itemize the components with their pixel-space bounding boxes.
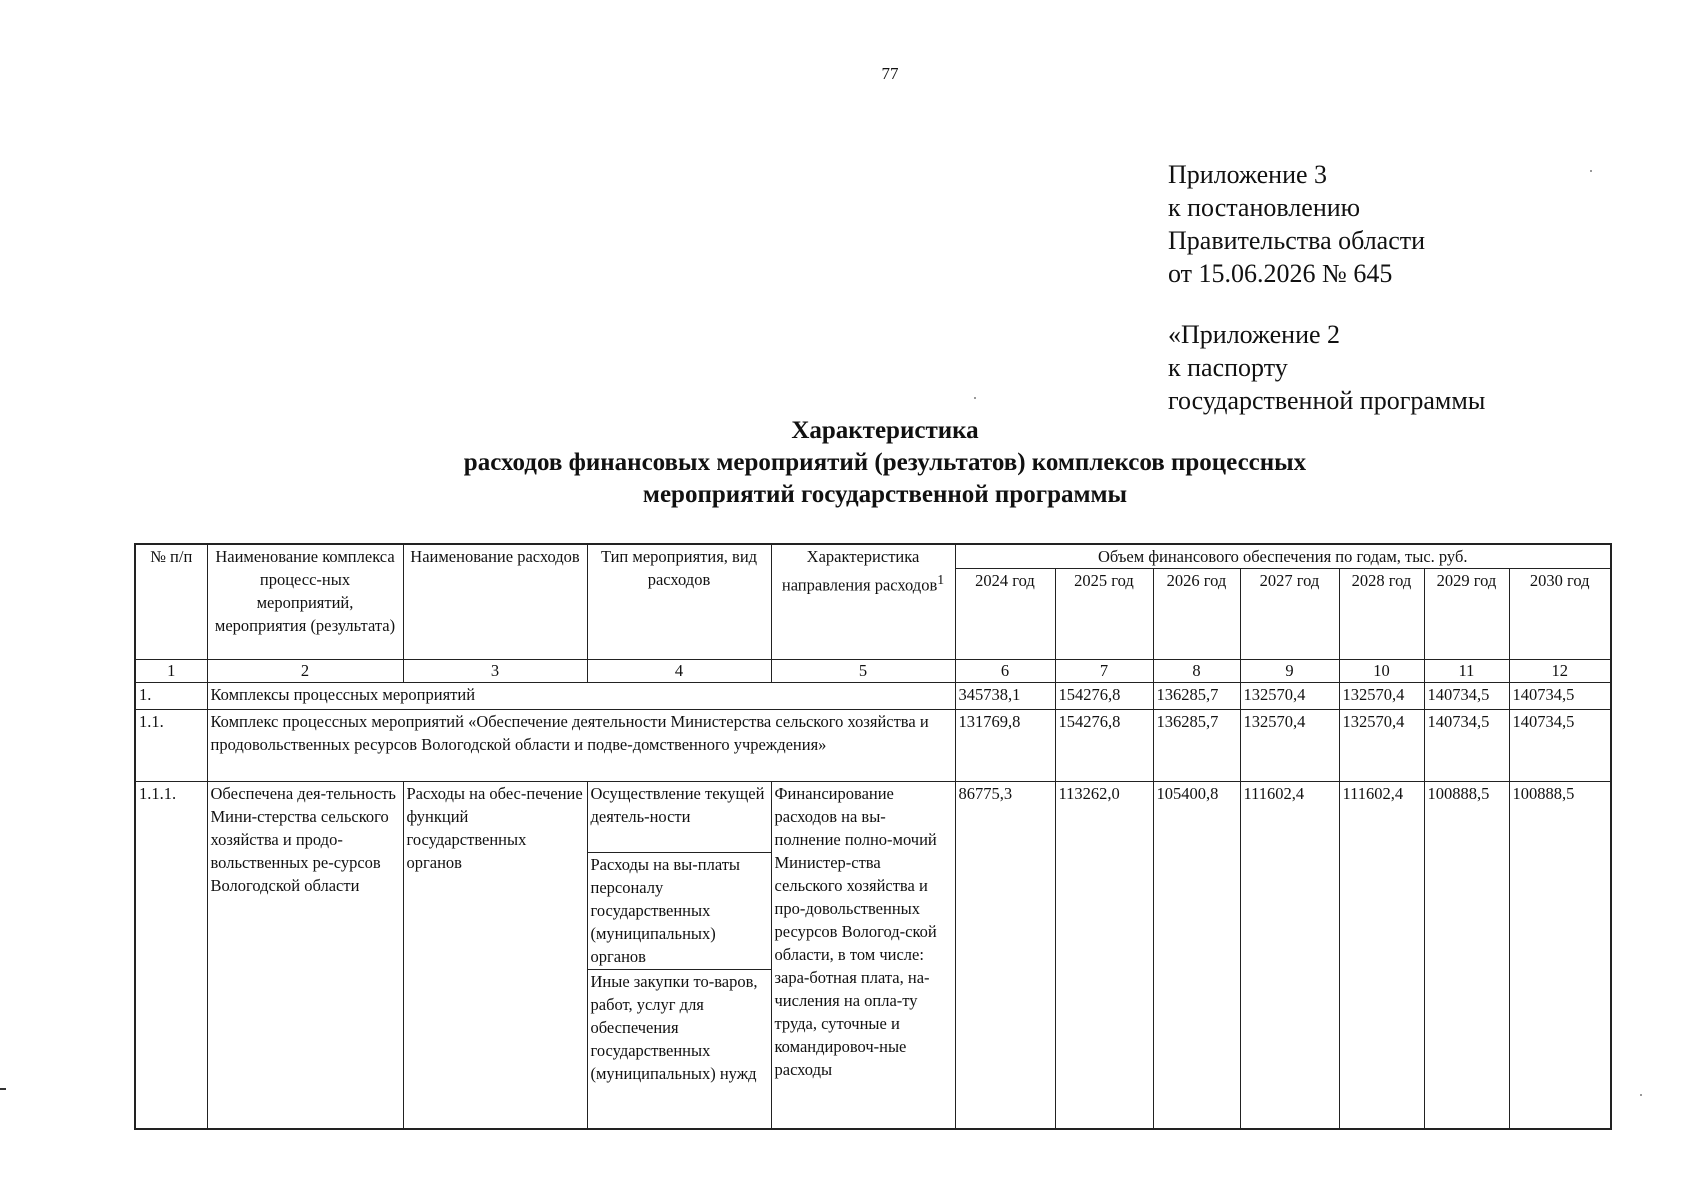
column-number: 6 xyxy=(955,660,1055,683)
row-value: 113262,0 xyxy=(1055,782,1153,1129)
row-value: 140734,5 xyxy=(1424,710,1509,782)
row-value: 131769,8 xyxy=(955,710,1055,782)
scan-speck xyxy=(1590,170,1592,172)
header-direction-text: Характеристика направления расходов xyxy=(781,547,938,595)
table-row xyxy=(135,683,1611,710)
row-value: 140734,5 xyxy=(1509,710,1611,782)
title-line: мероприятий государственной программы xyxy=(642,481,1128,508)
appendix-main-line: к постановлению xyxy=(1168,193,1361,222)
header-direction-footnote: 1 xyxy=(937,572,945,587)
column-number: 5 xyxy=(771,660,955,683)
column-number: 7 xyxy=(1055,660,1153,683)
appendix-main-line: от 15.06.2026 № 645 xyxy=(1168,259,1393,288)
appendix-ref-line: государственной программы xyxy=(1168,386,1486,415)
header-year: 2026 год xyxy=(1153,569,1240,660)
row-value: 132570,4 xyxy=(1339,710,1424,782)
document-title xyxy=(0,415,1697,511)
column-number: 9 xyxy=(1240,660,1339,683)
header-complex-name: Наименование комплекса процесс-ных мероприятий, мероприятия (результата) xyxy=(207,544,403,660)
scan-speck xyxy=(974,397,976,399)
title-line: расходов финансовых мероприятий (результатов) комплексов процессных xyxy=(463,449,1307,476)
header-year: 2030 год xyxy=(1509,569,1611,660)
title-line: Характеристика xyxy=(791,417,979,444)
row-value: 100888,5 xyxy=(1509,782,1611,1129)
header-year: 2029 год xyxy=(1424,569,1509,660)
row-num: 1. xyxy=(135,683,207,710)
appendix-main-line: Правительства области xyxy=(1168,226,1426,255)
expenses-table xyxy=(134,543,1612,1130)
row-value: 86775,3 xyxy=(955,782,1055,1129)
appendix-main-line: Приложение 3 xyxy=(1168,160,1328,189)
column-number: 2 xyxy=(207,660,403,683)
header-funding-group: Объем финансового обеспечения по годам, тыс. руб. xyxy=(955,544,1611,569)
activity-type-item: Осуществление текущей деятель-ности xyxy=(590,784,765,826)
row-num: 1.1.1. xyxy=(135,782,207,1129)
header-year: 2028 год xyxy=(1339,569,1424,660)
header-year: 2025 год xyxy=(1055,569,1153,660)
table-row xyxy=(135,710,1611,782)
row-direction: Финансирование расходов на вы-полнение полно-мочий Министер-ства сельского хозяйства и про-довольственных ресурсов Вологод-ской области, в том числе: зара-ботная плата, на-числения на опла-ту труда, суточные и командировоч-ные расходы xyxy=(771,782,955,1129)
header-year: 2024 год xyxy=(955,569,1055,660)
row-value: 105400,8 xyxy=(1153,782,1240,1129)
page-number: 77 xyxy=(881,64,899,83)
row-expense: Расходы на обес-печение функций государственных органов xyxy=(403,782,587,1129)
column-number: 11 xyxy=(1424,660,1509,683)
row-value: 111602,4 xyxy=(1240,782,1339,1129)
header-expense-name: Наименование расходов xyxy=(403,544,587,660)
activity-type-item: Иные закупки то-варов, работ, услуг для обеспечения государственных (муниципальных) нужд xyxy=(588,970,771,1086)
scan-edge-mark xyxy=(0,1088,6,1090)
header-num: № п/п xyxy=(135,544,207,660)
row-value: 100888,5 xyxy=(1424,782,1509,1129)
header-activity-type: Тип мероприятия, вид расходов xyxy=(587,544,771,660)
row-value: 140734,5 xyxy=(1509,683,1611,710)
row-value: 136285,7 xyxy=(1153,710,1240,782)
column-number: 3 xyxy=(403,660,587,683)
row-name: Комплекс процессных мероприятий «Обеспечение деятельности Министерства сельского хозяйства и продовольственных ресурсов Вологодской области и подве-домственного учреждения» xyxy=(207,710,955,782)
row-value: 154276,8 xyxy=(1055,683,1153,710)
appendix-main-block xyxy=(1168,158,1425,290)
activity-type-item: Расходы на вы-платы персоналу государственных (муниципальных) органов xyxy=(588,853,771,970)
row-value: 140734,5 xyxy=(1424,683,1509,710)
column-number: 12 xyxy=(1509,660,1611,683)
row-value: 154276,8 xyxy=(1055,710,1153,782)
row-value: 345738,1 xyxy=(955,683,1055,710)
row-name: Обеспечена дея-тельность Мини-стерства сельского хозяйства и продо-вольственных ре-сурсов Вологодской области xyxy=(207,782,403,1129)
row-num: 1.1. xyxy=(135,710,207,782)
header-year: 2027 год xyxy=(1240,569,1339,660)
row-value: 132570,4 xyxy=(1240,683,1339,710)
column-number: 8 xyxy=(1153,660,1240,683)
scan-speck xyxy=(1640,1094,1642,1096)
header-direction xyxy=(771,544,955,660)
appendix-ref-line: к паспорту xyxy=(1168,353,1288,382)
appendix-reference-block xyxy=(1168,318,1485,417)
column-number: 4 xyxy=(587,660,771,683)
table-row xyxy=(135,782,1611,1129)
column-number: 1 xyxy=(135,660,207,683)
row-value: 136285,7 xyxy=(1153,683,1240,710)
column-number: 10 xyxy=(1339,660,1424,683)
row-value: 132570,4 xyxy=(1240,710,1339,782)
row-value: 132570,4 xyxy=(1339,683,1424,710)
appendix-ref-line: «Приложение 2 xyxy=(1168,320,1341,349)
row-name: Комплексы процессных мероприятий xyxy=(207,683,955,710)
row-activity-types xyxy=(587,782,771,1129)
activity-types-list xyxy=(588,782,771,1085)
row-value: 111602,4 xyxy=(1339,782,1424,1129)
